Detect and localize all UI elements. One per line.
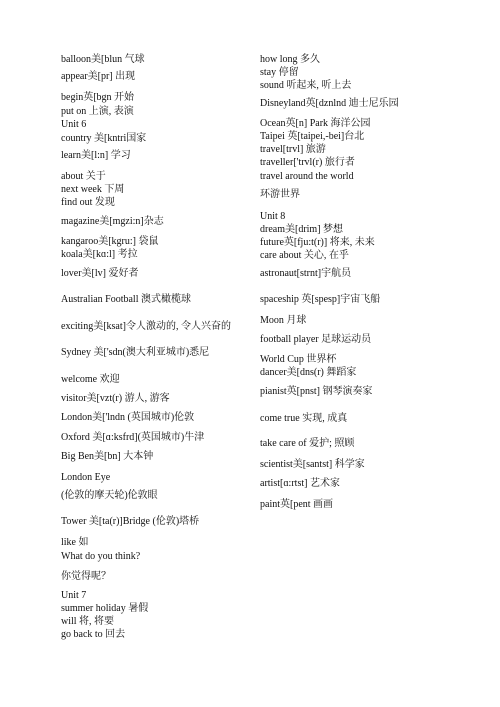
vocab-entry: like 如 [61, 537, 89, 548]
vocab-entry: Ocean英[n] Park 海洋公园 [260, 118, 371, 129]
vocab-entry: will 将, 将要 [61, 616, 115, 627]
vocab-entry: summer holiday 暑假 [61, 603, 149, 614]
vocab-entry: travel[trvl] 旅游 [260, 144, 326, 155]
vocab-entry: appear美[pr] 出现 [61, 71, 136, 82]
vocab-entry: paint英[pent 画画 [260, 499, 334, 510]
vocab-entry: traveller['trvl(r) 旅行者 [260, 157, 355, 168]
vocab-entry: Sydney 美['sdn(澳大利亚城市)悉尼 [61, 347, 210, 358]
vocab-entry: London Eye [61, 472, 111, 483]
vocab-entry: Oxford 美[ɑ:ksfrd](英国城市)牛津 [61, 432, 205, 443]
vocab-entry: next week 下周 [61, 184, 125, 195]
vocab-entry: Taipei 英[taipei,-bei]台北 [260, 131, 365, 142]
vocab-entry: kangaroo美[kgru:] 袋鼠 [61, 236, 159, 247]
vocab-entry: Australian Football 澳式橄榄球 [61, 294, 191, 305]
vocab-entry: balloon美[blun 气球 [61, 54, 145, 65]
vocab-entry: dream美[drim] 梦想 [260, 224, 344, 235]
vocab-entry: Big Ben美[bn] 大本钟 [61, 451, 154, 462]
vocab-entry: astronaut[strnt]宇航员 [260, 268, 352, 279]
vocab-entry: pianist英[pnst] 钢琴演奏家 [260, 386, 373, 397]
vocab-entry: koala美[kɑ:l] 考拉 [61, 249, 138, 260]
vocab-entry: begin英[bgn 开始 [61, 92, 135, 103]
vocab-entry: stay 停留 [260, 67, 299, 78]
vocab-entry: about 关于 [61, 171, 106, 182]
vocab-entry: football player 足球运动员 [260, 334, 372, 345]
vocab-entry: magazine美[mgzi:n]杂志 [61, 216, 164, 227]
vocab-entry: travel around the world [260, 171, 354, 182]
vocab-entry: future英[fju:t(r)] 将来, 未来 [260, 237, 375, 248]
vocab-entry: What do you think? [61, 551, 141, 562]
vocab-entry: go back to 回去 [61, 629, 126, 640]
vocab-entry: spaceship 英[spesp]宇宙飞船 [260, 294, 381, 305]
vocab-entry: Moon 月球 [260, 315, 307, 326]
vocab-entry: 你觉得呢？ [61, 571, 111, 582]
vocab-entry: Unit 6 [61, 119, 87, 130]
vocab-entry: visitor美[vzt(r) 游人, 游客 [61, 393, 170, 404]
vocab-entry: London美['lndn (英国城市)伦敦 [61, 412, 195, 423]
vocab-entry: learn美[l:n] 学习 [61, 150, 131, 161]
vocab-entry: exciting美[ksat]令人激动的, 令人兴奋的 [61, 321, 231, 332]
vocab-entry: how long 多久 [260, 54, 320, 65]
vocab-entry: 环游世界 [260, 189, 300, 200]
vocab-entry: artist[ɑ:rtst] 艺术家 [260, 478, 340, 489]
vocab-entry: country 美[kntri国家 [61, 133, 147, 144]
vocab-entry: Disneyland英[dznlnd 迪士尼乐园 [260, 98, 399, 109]
vocab-entry: Unit 8 [260, 211, 286, 222]
vocab-entry: lover美[lv] 爱好者 [61, 268, 139, 279]
vocab-entry: come true 实现, 成真 [260, 413, 348, 424]
vocab-entry: World Cup 世界杯 [260, 354, 337, 365]
vocab-entry: scientist美[santst] 科学家 [260, 459, 365, 470]
vocab-entry: find out 发现 [61, 197, 115, 208]
vocab-entry: Unit 7 [61, 590, 87, 601]
vocab-entry: sound 听起来, 听上去 [260, 80, 352, 91]
vocab-entry: take care of 爱护; 照顾 [260, 438, 355, 449]
vocab-entry: put on 上演, 表演 [61, 106, 134, 117]
vocab-entry: care about 关心, 在乎 [260, 250, 349, 261]
vocab-entry: Tower 美[ta(r)]Bridge (伦敦)塔桥 [61, 516, 200, 527]
vocab-entry: (伦敦的摩天轮)伦敦眼 [61, 490, 158, 501]
vocab-entry: dancer美[dns(r) 舞蹈家 [260, 367, 357, 378]
vocab-entry: welcome 欢迎 [61, 374, 120, 385]
